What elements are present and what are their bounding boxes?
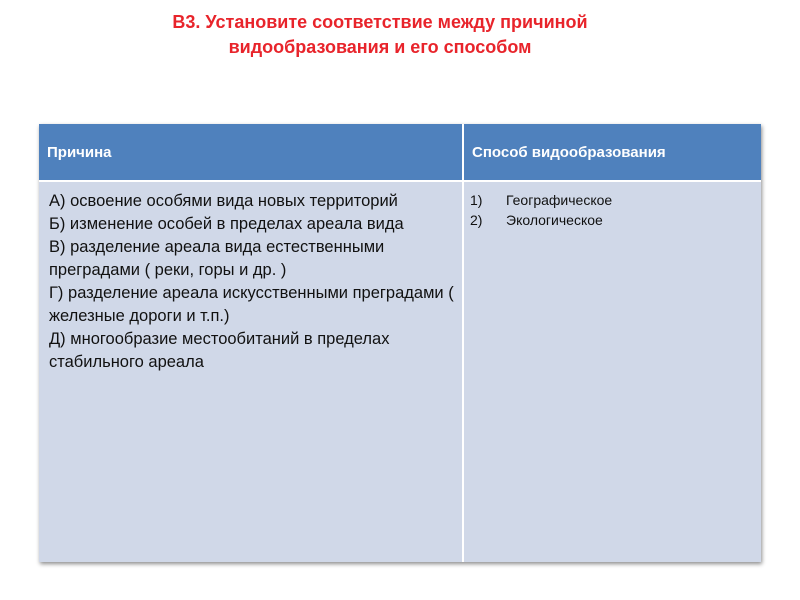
cause-d: Д) многообразие местообитаний в пределах стабильного ареала	[49, 330, 390, 371]
causes-cell	[39, 181, 463, 562]
table-row	[39, 181, 761, 562]
header-cause: Причина	[39, 124, 463, 181]
cause-v: В) разделение ареала вида естественными преградами ( реки, горы и др. )	[49, 238, 385, 279]
cause-b: Б) изменение особей в пределах ареала вида	[49, 215, 404, 233]
task-title-line-1: В3. Установите соответствие между причиной	[172, 12, 588, 32]
task-title-line-2: видообразования и его способом	[228, 37, 532, 57]
methods-cell	[463, 181, 761, 562]
header-method: Способ видообразования	[463, 124, 761, 181]
method-label: Географическое	[506, 192, 613, 208]
task-title	[60, 10, 700, 60]
method-item-1	[470, 190, 755, 210]
method-item-2	[470, 210, 755, 230]
matching-table	[39, 124, 761, 562]
table-header-row	[39, 124, 761, 181]
method-number: 1)	[470, 192, 483, 208]
method-label: Экологическое	[506, 212, 603, 228]
cause-g: Г) разделение ареала искусственными преградами ( железные дороги и т.п.)	[49, 284, 454, 325]
cause-a: А) освоение особями вида новых территорий	[49, 192, 398, 210]
method-number: 2)	[470, 212, 483, 228]
